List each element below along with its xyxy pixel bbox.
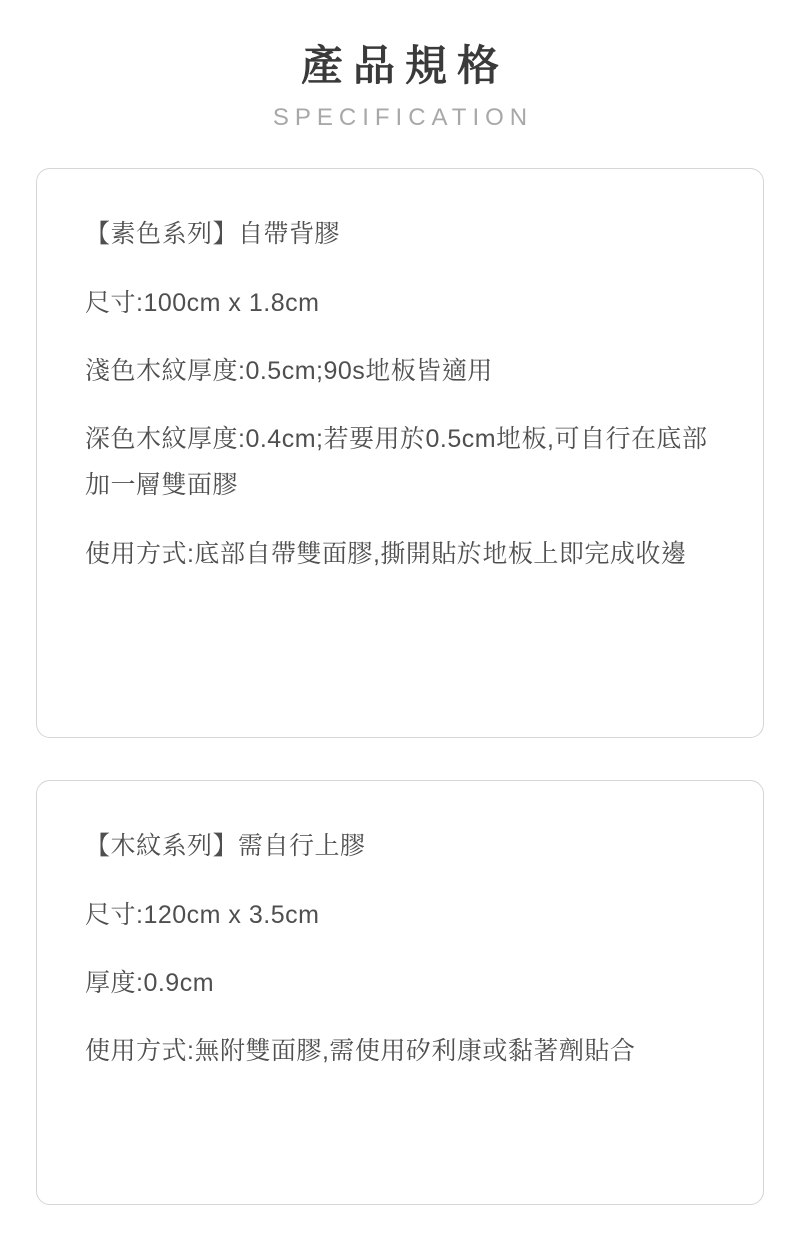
- spec-line: 厚度:0.9cm: [85, 968, 215, 997]
- spec-line: 尺寸:100cm x 1.8cm: [85, 288, 320, 317]
- spec-line: 深色木紋厚度:0.4cm;若要用於0.5cm地板,可自行在底部加一層雙面膠: [85, 425, 708, 500]
- page-subtitle: SPECIFICATION: [272, 104, 534, 132]
- spec-line: 【木紋系列】需自行上膠: [85, 832, 366, 861]
- spec-card-plain-color-series: [36, 168, 764, 738]
- spec-line: 【素色系列】自帶背膠: [85, 220, 341, 249]
- spec-card-wood-grain-series: [36, 780, 764, 1205]
- spec-line: 使用方式:底部自帶雙面膠,撕開貼於地板上即完成收邊: [85, 539, 687, 568]
- specification-cards: [0, 168, 800, 1205]
- spec-line: 淺色木紋厚度:0.5cm;90s地板皆適用: [85, 356, 493, 385]
- spec-line: 使用方式:無附雙面膠,需使用矽利康或黏著劑貼合: [85, 1037, 636, 1066]
- page-header: [0, 0, 800, 132]
- page-title: 產品規格: [300, 42, 509, 89]
- spec-line: 尺寸:120cm x 3.5cm: [85, 900, 320, 929]
